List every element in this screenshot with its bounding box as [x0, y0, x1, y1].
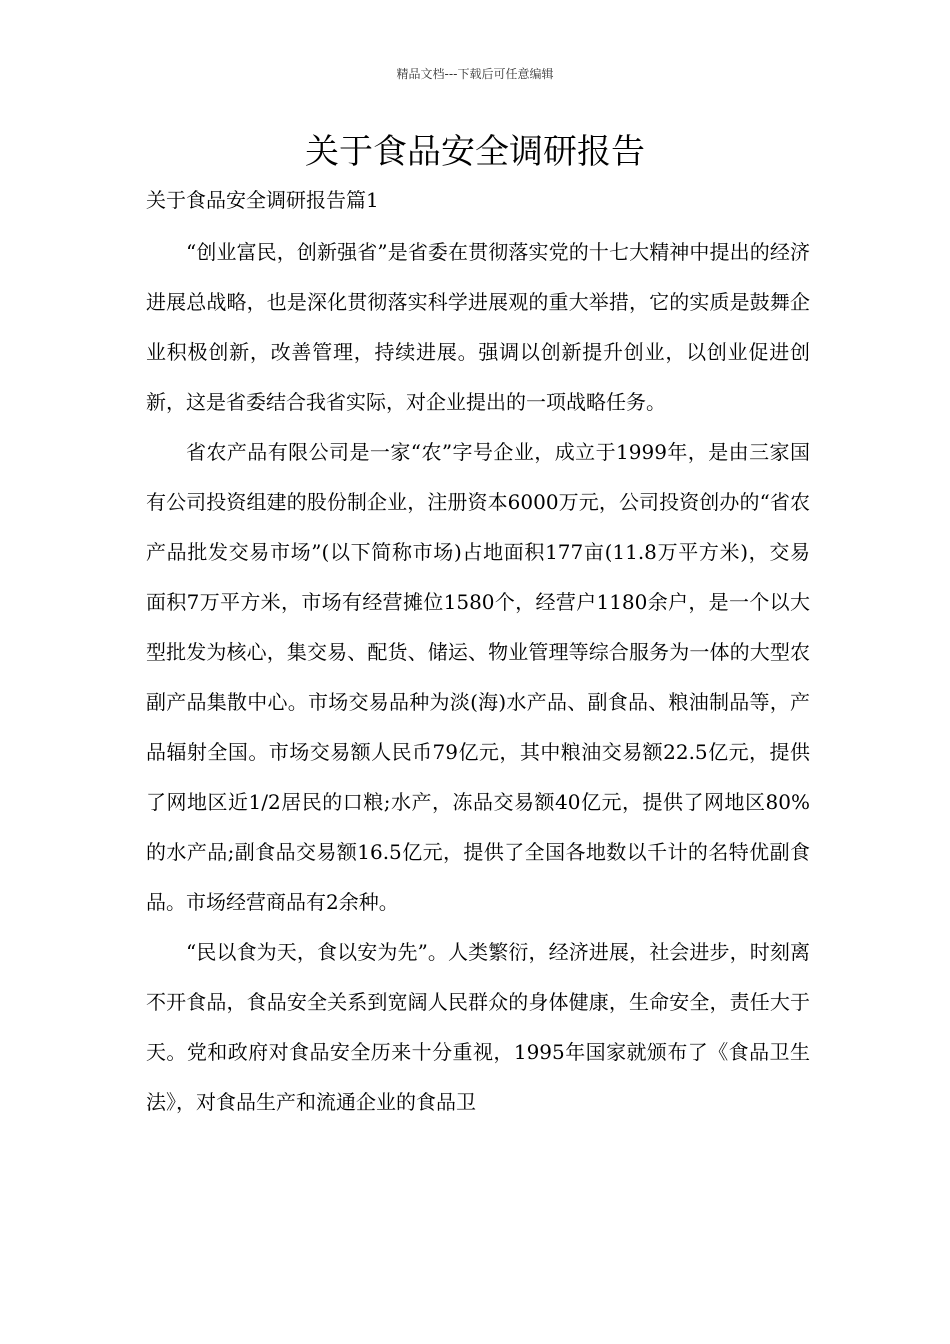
paragraph: “创业富民，创新强省”是省委在贯彻落实党的十七大精神中提出的经济进展总战略，也是深化贯彻落实科学进展观的重大举措，它的实质是鼓舞企业积极创新，改善管理，持续进展。强调以创新提升创业，以创业促进创新，这是省委结合我省实际，对企业提出的一项战略任务。 [146, 240, 810, 414]
paragraph: 省农产品有限公司是一家“农”字号企业，成立于1999年，是由三家国有公司投资组建的股份制企业，注册资本6000万元，公司投资创办的“省农产品批发交易市场”(以下简称市场)占地面积177亩(11.8万平方米)，交易面积7万平方米，市场有经营摊位1580个，经营户1180余户，是一个以大型批发为核心，集交易、配货、储运、物业管理等综合服务为一体的大型农副产品集散中心。市场交易品种为淡(海)水产品、副食品、粮油制品等，产品辐射全国。市场交易额人民币79亿元，其中粮油交易额22.5亿元，提供了网地区近1/2居民的口粮;水产，冻品交易额40亿元，提供了网地区80%的水产品;副食品交易额16.5亿元，提供了全国各地数以千计的名特优副食品。市场经营商品有2余种。 [146, 440, 810, 914]
section-title: 关于食品安全调研报告篇1 [146, 188, 379, 212]
paragraph: “民以食为天，食以安为先”。人类繁衍，经济进展，社会进步，时刻离不开食品，食品安全关系到宽阔人民群众的身体健康，生命安全，责任大于天。党和政府对食品安全历来十分重视，1995年国家就颁布了《食品卫生法》，对食品生产和流通企业的食品卫 [146, 940, 810, 1114]
document-title: 关于食品安全调研报告 [305, 132, 645, 172]
header-note: 精品文档---下载后可任意编辑 [396, 67, 554, 81]
body-text [146, 227, 810, 1127]
